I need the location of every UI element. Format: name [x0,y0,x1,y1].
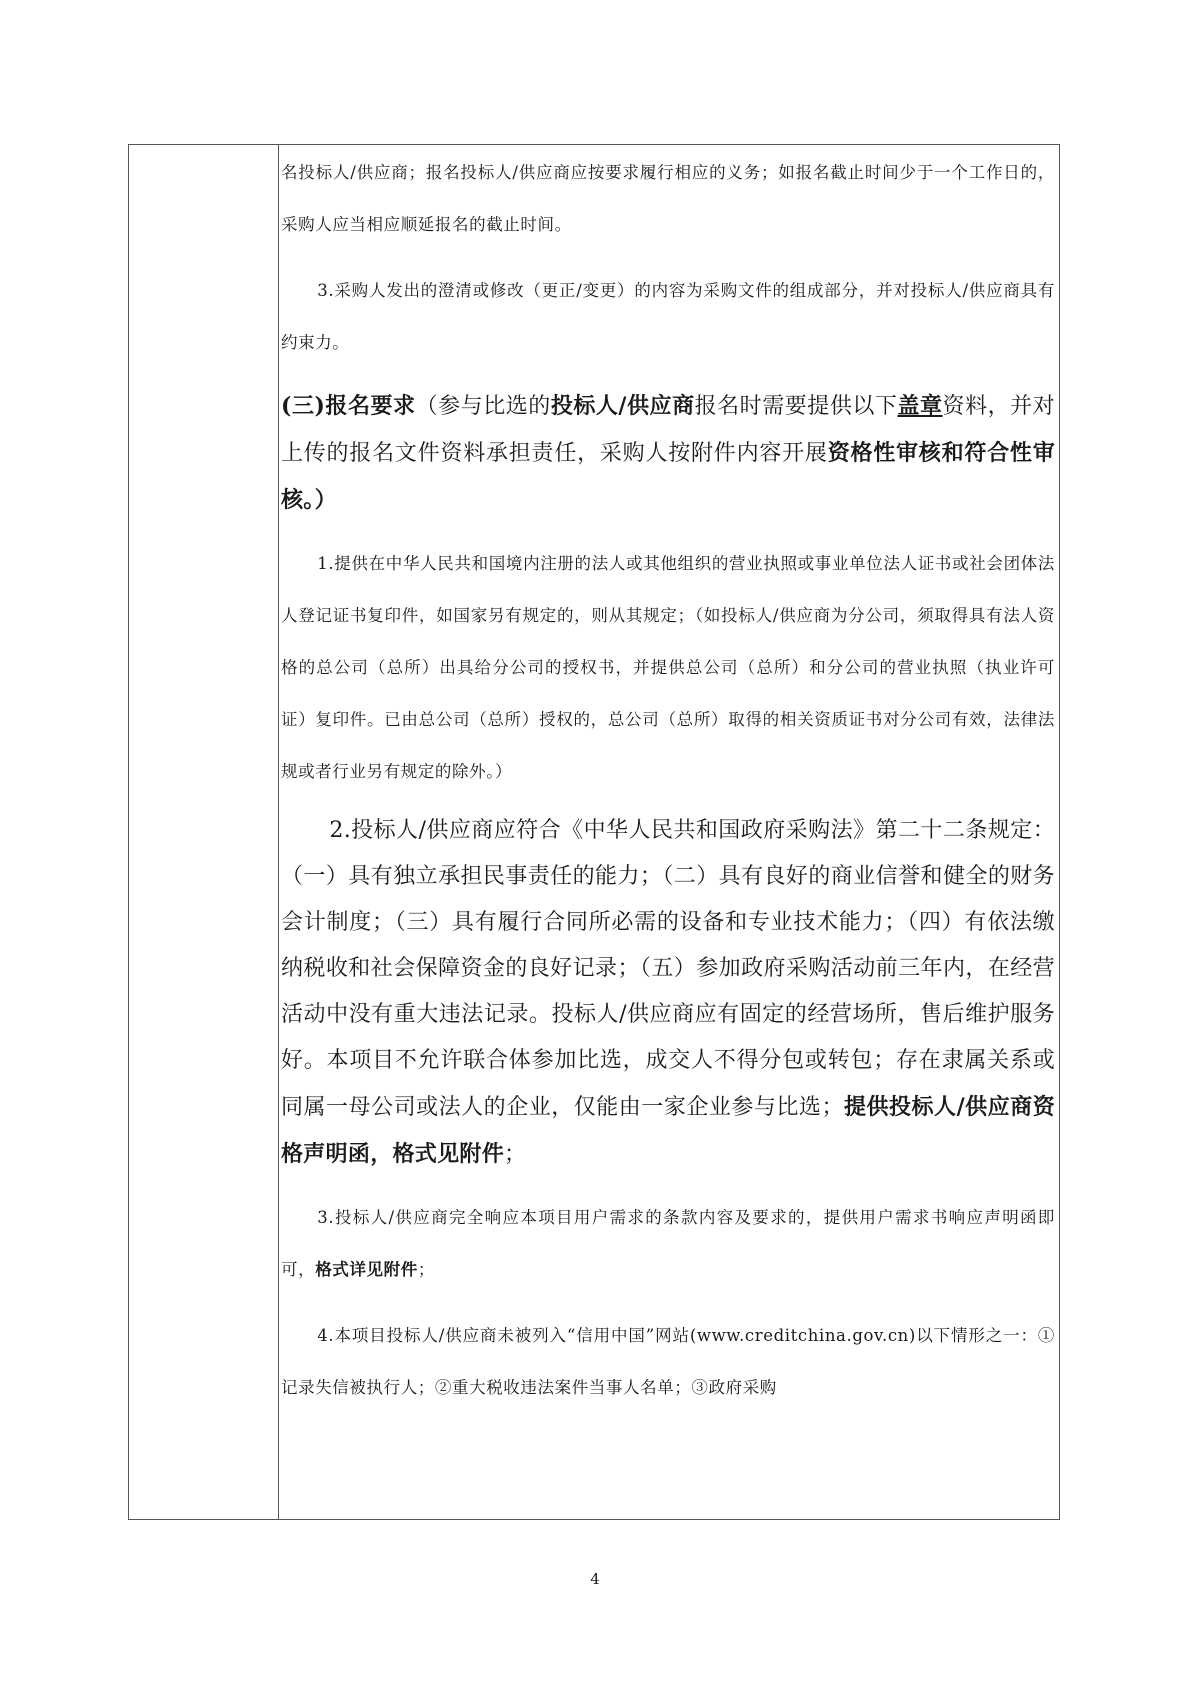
table-content-column [279,145,1059,1519]
item-2-end: ； [504,1142,527,1167]
paragraph-clarification: 3.采购人发出的澄清或修改（更正/变更）的内容为采购文件的组成部分，并对投标人/供应商具有约束力。 [281,281,1055,352]
section-text-3: 资料，并对上传的报名文件资料承担责任，采购人按附件内容开展 [281,394,1055,466]
section-heading: (三)报名要求 [281,393,416,419]
item-3-bold: 格式详见附件 [315,1260,418,1279]
item-3-text: 3.投标人/供应商完全响应本项目用户需求的条款内容及要求的，提供用户需求书响应声明函即可， [281,1208,1055,1279]
item-1-business-license: 1.提供在中华人民共和国境内注册的法人或其他组织的营业执照或事业单位法人证书或社会团体法人登记证书复印件，如国家另有规定的，则从其规定；（如投标人/供应商为分公司，须取得具有法人资格的总公司（总所）出具给分公司的授权书，并提供总公司（总所）和分公司的营业执照（执业许可证）复印件。已由总公司（总所）授权的，总公司（总所）取得的相关资质证书对分公司有效，法律法规或者行业另有规定的除外。） [281,554,1055,781]
item-4-credit-china: 4.本项目投标人/供应商未被列入“信用中国”网站(www.creditchina.gov.cn)以下情形之一：①记录失信被执行人；②重大税收违法案件当事人名单；③政府采购 [281,1326,1055,1397]
section-bold-1: 投标人/供应商 [550,393,695,419]
page-number: 4 [590,1570,600,1588]
item-2-text: 2.投标人/供应商应符合《中华人民共和国政府采购法》第二十二条规定：（一）具有独立承担民事责任的能力；（二）具有良好的商业信誉和健全的财务会计制度；（三）具有履行合同所必需的设备和专业技术能力；（四）有依法缴纳税收和社会保障资金的良好记录；（五）参加政府采购活动前三年内，在经营活动中没有重大违法记录。投标人/供应商应有固定的经营场所，售后维护服务好。本项目不允许联合体参加比选，成交人不得分包或转包；存在隶属关系或同属一母公司或法人的企业，仅能由一家企业参与比选； [281,818,1055,1120]
section-text-2: 报名时需要提供以下 [694,394,898,419]
item-2-bold: 提供投标人/供应商资格声明函，格式见附件 [281,1094,1055,1167]
item-3-end: ； [417,1260,435,1279]
item-2-procurement-law [281,808,1055,1178]
section-underline-seal: 盖章 [897,393,943,419]
section-bold-2: 资格性审核和符合性审核。） [281,440,1055,513]
section-text-1: （参与比选的 [415,394,551,419]
item-3-user-requirements [281,1192,1055,1296]
section-registration-requirements [281,383,1055,524]
paragraph-registration-continued: 名投标人/供应商；报名投标人/供应商应按要求履行相应的义务；如报名截止时间少于一个工作日的，采购人应当相应顺延报名的截止时间。 [281,163,1055,234]
requirements-table [128,144,1060,1520]
table-left-column [129,145,279,1519]
